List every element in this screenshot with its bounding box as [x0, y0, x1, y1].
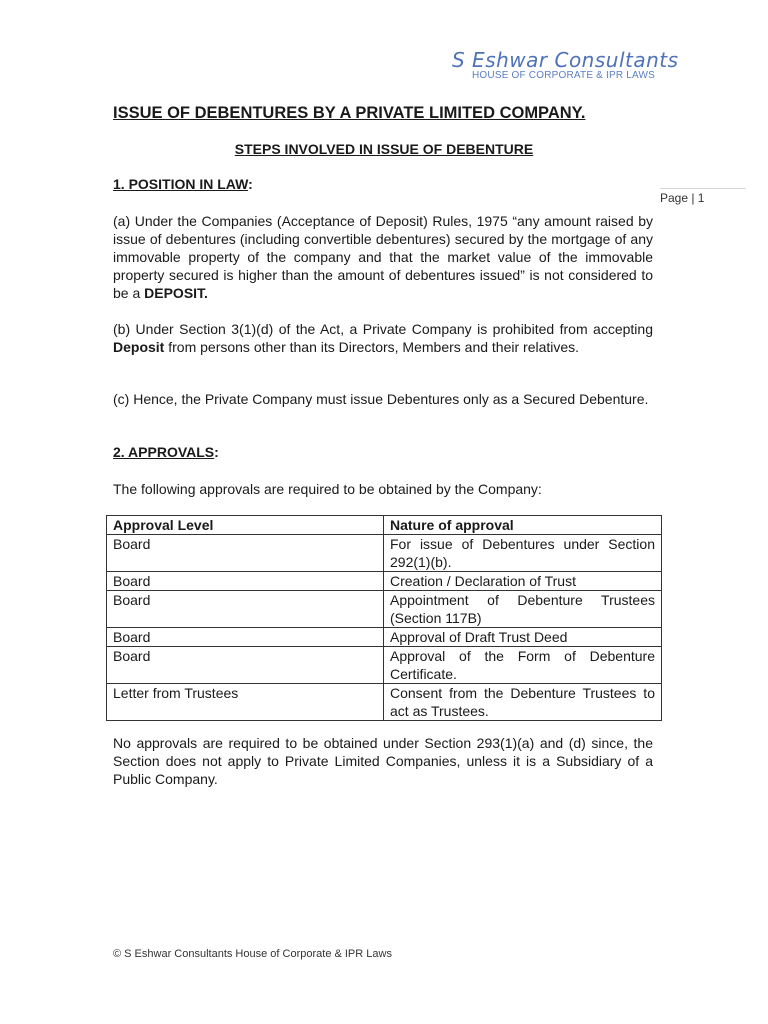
- table-row: [107, 647, 662, 684]
- approval-level-cell: Board: [107, 647, 384, 684]
- approval-level-cell: Board: [107, 572, 384, 591]
- table-header-row: [107, 516, 662, 535]
- column-header: Approval Level: [107, 516, 384, 535]
- approval-level-cell: Board: [107, 628, 384, 647]
- approval-nature-cell: Appointment of Debenture Trustees (Section 117B): [384, 591, 662, 628]
- paragraph-b-text-start: (b) Under Section 3(1)(d) of the Act, a Private Company is prohibited from accepting: [113, 321, 653, 337]
- table-row: [107, 591, 662, 628]
- table-row: [107, 572, 662, 591]
- section-heading-colon: :: [248, 176, 253, 192]
- table-row: [107, 628, 662, 647]
- document-subtitle: STEPS INVOLVED IN ISSUE OF DEBENTURE: [234, 141, 534, 157]
- logo-tagline: HOUSE OF CORPORATE & IPR LAWS: [472, 70, 656, 81]
- document-title: ISSUE OF DEBENTURES BY A PRIVATE LIMITED COMPANY.: [113, 104, 586, 122]
- approval-nature-cell: Approval of the Form of Debenture Certificate.: [384, 647, 662, 684]
- table-row: [107, 684, 662, 721]
- paragraph-a-bold: DEPOSIT.: [144, 285, 208, 301]
- section-heading-colon: :: [214, 444, 219, 460]
- paragraph-a-text: (a) Under the Companies (Acceptance of Deposit) Rules, 1975 “any amount raised by issue of debentures (including convertible debentures) secured by the mortgage of any immovable property of the company and that the market value of the immovable property secured is higher than the amount of debentures issued” is not considered to be a: [113, 213, 653, 301]
- approval-nature-cell: Consent from the Debenture Trustees to act as Trustees.: [384, 684, 662, 721]
- approval-nature-cell: Approval of Draft Trust Deed: [384, 628, 662, 647]
- company-logo: [452, 48, 679, 82]
- paragraph-a: [113, 212, 653, 302]
- approval-level-cell: Board: [107, 591, 384, 628]
- paragraph-b-text-end: from persons other than its Directors, Members and their relatives.: [164, 339, 580, 355]
- logo-name: S Eshwar Consultants: [452, 48, 679, 72]
- paragraph-b: [113, 320, 653, 356]
- approvals-table: [106, 515, 662, 721]
- section-heading-position-in-law: [113, 176, 253, 192]
- section-heading-text: 2. APPROVALS: [113, 444, 215, 460]
- approvals-intro: The following approvals are required to be obtained by the Company:: [113, 481, 542, 497]
- column-header: Nature of approval: [384, 516, 662, 535]
- section-heading-approvals: [113, 444, 219, 460]
- paragraph-c: (c) Hence, the Private Company must issue Debentures only as a Secured Debenture.: [113, 391, 649, 407]
- paragraph-b-bold: Deposit: [113, 339, 165, 355]
- approval-nature-cell: For issue of Debentures under Section 292(1)(b).: [384, 535, 662, 572]
- table-row: [107, 535, 662, 572]
- approval-level-cell: Board: [107, 535, 384, 572]
- copyright-footer: © S Eshwar Consultants House of Corporate & IPR Laws: [113, 948, 392, 960]
- page-number-label: Page | 1: [660, 191, 705, 205]
- section-heading-text: 1. POSITION IN LAW: [113, 176, 249, 192]
- closing-paragraph: No approvals are required to be obtained under Section 293(1)(a) and (d) since, the Section does not apply to Private Limited Companies, unless it is a Subsidiary of a Public Company.: [113, 735, 653, 787]
- approval-nature-cell: Creation / Declaration of Trust: [384, 572, 662, 591]
- approval-level-cell: Letter from Trustees: [107, 684, 384, 721]
- page-number: [660, 188, 746, 205]
